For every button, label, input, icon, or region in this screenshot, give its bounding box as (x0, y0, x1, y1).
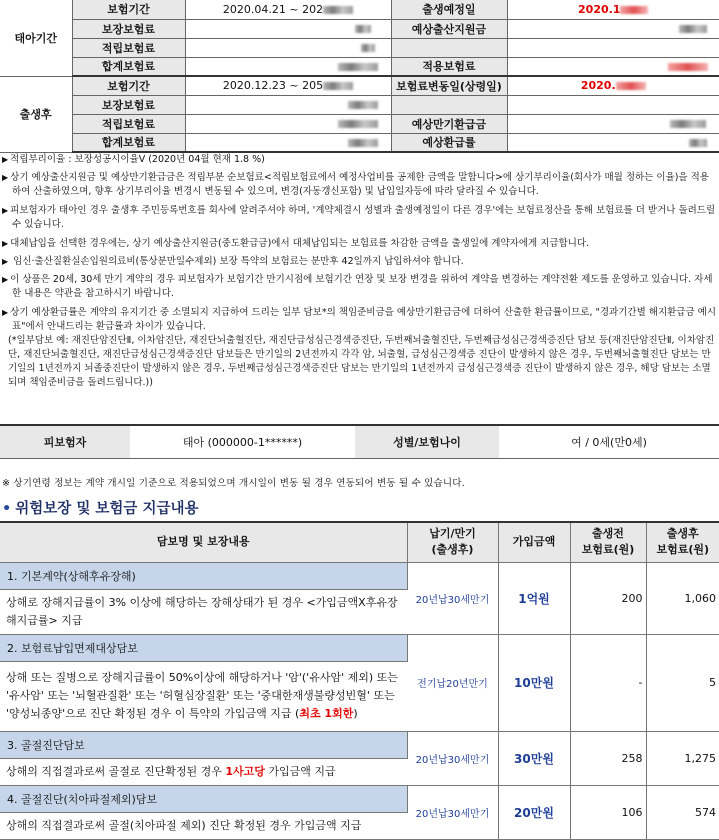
coverage-amount: 20만원 (498, 785, 570, 839)
value-period-2: 2020.12.23 ~ 205 (185, 76, 391, 95)
value-saving-premium-2 (185, 114, 391, 133)
label-empty-2 (391, 95, 507, 114)
header-coverage-name: 담보명 및 보장내용 (0, 522, 407, 562)
value-period: 2020.04.21 ~ 202 (185, 0, 391, 19)
label-saving-premium-2: 적립보험료 (72, 114, 185, 133)
label-total-premium-2: 합계보험료 (72, 133, 185, 152)
value-empty-2 (507, 95, 719, 114)
value-gender-age: 여 / 0세(만0세) (571, 435, 647, 449)
value-insured: 태아 (000000-1******) (182, 435, 303, 449)
premium-before: 200 (570, 562, 646, 634)
coverage-desc: 상해로 장해지급률이 3% 이상에 해당하는 장해상태가 된 경우 <가입금액X후유장해지급률> 지급 (0, 589, 407, 634)
label-coverage-premium: 보장보험료 (72, 19, 185, 38)
coverage-table (0, 521, 719, 840)
note-refund-rate: ▶ 상기 예상환급률은 계약의 유지기간 중 소멸되지 지급하여 드리는 일부 담보*의 책임준비금을 예상만기환급금에 더하여 산출한 환급률이므로, "경과기간별 해지환급금 예시표"에서 안내드리는 환급률과 차이가 있습니다. (2, 307, 717, 332)
coverage-header-row (0, 522, 719, 562)
note-refund-calc: ▶ 상기 예상출산지원금 및 예상만기환급금은 적립부분 순보험료<적립보험료에서 예정사업비를 공제한 금액을 말합니다>에 상기부리이율(회사가 매월 정하는 이율)을 적용하여 산출하였으며, 향후 상기부리이율 변경시 변동될 수 있으며, 변경(자동갱신포함) 및 납입일자등에 따라 달라질 수 있습니다. (2, 172, 709, 197)
value-coverage-premium-2 (185, 95, 391, 114)
coverage-title: 2. 보험료납입면제대상담보 (0, 634, 407, 661)
coverage-period: 20년납30세만기 (407, 562, 498, 634)
note-fetal-insured: ▶ 피보험자가 태아인 경우 출생후 주민등록번호를 회사에 알려주셔야 하며, '계약체결시 성별과 출생예정일이 다른 경우'에는 보험료정산을 통해 보험료를 더 받거나 돌려드릴 수 있습니다. (2, 205, 716, 230)
triangle-bullet-icon: ▶ (2, 239, 9, 248)
label-maturity-refund: 예상만기환급금 (391, 114, 507, 133)
triangle-bullet-icon: ▶ (2, 173, 9, 182)
coverage-amount: 1억원 (498, 562, 570, 634)
label-period: 보험기간 (72, 0, 185, 19)
value-applied-premium (507, 57, 719, 76)
value-total-premium-2 (185, 133, 391, 152)
coverage-item-3 (0, 731, 719, 758)
label-insured: 피보험자 (0, 425, 130, 458)
group-label-fetal: 태아기간 (0, 0, 72, 76)
premium-before: 258 (570, 731, 646, 785)
triangle-bullet-icon: ▶ (2, 308, 9, 317)
label-gender-age: 성별/보험나이 (355, 425, 499, 458)
header-amount: 가입금액 (498, 522, 570, 562)
label-birth-support: 예상출산지원금 (391, 19, 507, 38)
label-due-date: 출생예정일 (391, 0, 507, 19)
coverage-title: 3. 골절진단담보 (0, 731, 407, 758)
coverage-desc: 상해 또는 질병으로 장해지급률이 50%이상에 해당하거나 '암'('유사암' 제외) 또는 '유사암' 또는 '뇌혈관질환' 또는 '허혈심장질환' 또는 '중대한재생불량성빈혈' 또는 '양성뇌종양'으로 진단 확정된 경우 이 특약의 가입금액 지급 (최초 1회한) (0, 661, 407, 731)
label-total-premium: 합계보험료 (72, 57, 185, 76)
header-premium-after: 출생후 보험료(원) (646, 522, 719, 562)
group-label-after-birth: 출생후 (0, 76, 72, 152)
label-period-2: 보험기간 (72, 76, 185, 95)
coverage-amount: 30만원 (498, 731, 570, 785)
note-partial-coverage: (*일부담보 예: 재진단암진단Ⅱ, 이차암진단, 재진단뇌출혈진단, 재진단급성심근경색증진단, 두번째뇌출혈진단, 두번째급성심근경색증진단 담보 등(재진단암진단Ⅱ, 이차암진단, 재진단뇌출혈진단, 재진단급성심근경색증진단 담보들은 만기일의 2년전까지 각각 암, 뇌출혈, 급성심근경색증 진단이 발생하지 않은 경우, 두번째뇌출혈진단 담보는 만기일의 1년전까지 뇌졸중진단이 발생하지 않은 경우, 두번째급성심근경색증진단 담보는 만기일의 1년전까지 급성심근경색증 진단이 발생하지 않은 경우, 해당 담보는 소멸되며 책임준비금을 돌려드립니다.)) (8, 335, 715, 388)
bullet-dot-icon: • (2, 501, 12, 517)
coverage-item-1 (0, 562, 719, 589)
section-title: • 위험보장 및 보험금 지급내용 (2, 501, 199, 517)
label-applied-premium: 적용보험료 (391, 57, 507, 76)
value-saving-premium (185, 38, 391, 57)
premium-after: 1,060 (646, 562, 719, 634)
header-premium-before: 출생전 보험료(원) (570, 522, 646, 562)
value-total-premium (185, 57, 391, 76)
label-premium-change-date: 보험료변동일(상령일) (391, 76, 507, 95)
premium-after: 1,275 (646, 731, 719, 785)
label-coverage-premium-2: 보장보험료 (72, 95, 185, 114)
value-empty-1 (507, 38, 719, 57)
insured-table (0, 424, 719, 459)
age-note: ※ 상기연령 정보는 계약 개시일 기준으로 적용되었으며 개시일이 변동 될 경우 연동되어 변동 될 수 있습니다. (2, 478, 465, 489)
premium-before: 106 (570, 785, 646, 839)
header-period: 납기/만기 (출생후) (407, 522, 498, 562)
label-saving-premium: 적립보험료 (72, 38, 185, 57)
coverage-item-2 (0, 634, 719, 661)
label-refund-rate: 예상환급률 (391, 133, 507, 152)
note-pregnancy-rider: ▶ 임신·출산질환실손입원의료비(통상분만일수제외) 보장 특약의 보험료는 분만후 42일까지 납입하셔야 합니다. (2, 256, 464, 267)
coverage-item-4 (0, 785, 719, 812)
premium-after: 5 (646, 634, 719, 731)
note-substitute-payment: ▶ 대체납입을 선택한 경우에는, 상기 예상출산지원금(중도환급금)에서 대체납입되는 보험료를 차감한 금액을 출생일에 계약자에게 지급합니다. (2, 238, 590, 249)
premium-before: - (570, 634, 646, 731)
note-conversion: ▶ 이 상품은 20세, 30세 만기 계약의 경우 피보험자가 보험기간 만기시점에 보험기간 연장 및 보장 변경을 위하여 계약을 변경하는 계약전환 제도를 운영하고 있습니다. 자세한 내용은 약관을 참고하시기 바랍니다. (2, 274, 713, 299)
triangle-bullet-icon: ▶ (2, 206, 9, 215)
notes-section (2, 153, 717, 395)
coverage-period: 20년납30세만기 (407, 731, 498, 785)
triangle-bullet-icon: ▶ (2, 155, 9, 164)
note-interest-rate: ▶ 적립부리이율 : 보장성공시이율Ⅴ (2020년 04월 현재 1.8 %) (2, 154, 265, 165)
label-empty-1 (391, 38, 507, 57)
coverage-title: 4. 골절진단(치아파절제외)담보 (0, 785, 407, 812)
value-due-date: 2020.1 (507, 0, 719, 19)
coverage-period: 20년납30세만기 (407, 785, 498, 839)
coverage-desc: 상해의 직접결과로써 골절(치아파절 제외) 진단 확정된 경우 가입금액 지급 (0, 812, 407, 839)
contract-summary-table (0, 0, 719, 153)
coverage-amount: 10만원 (498, 634, 570, 731)
premium-after: 574 (646, 785, 719, 839)
value-premium-change-date: 2020. (507, 76, 719, 95)
value-coverage-premium (185, 19, 391, 38)
coverage-title: 1. 기본계약(상해후유장해) (0, 562, 407, 589)
value-birth-support (507, 19, 719, 38)
triangle-bullet-icon: ▶ (2, 275, 9, 284)
coverage-period: 전기납20년만기 (407, 634, 498, 731)
value-maturity-refund (507, 114, 719, 133)
coverage-desc: 상해의 직접결과로써 골절로 진단확정된 경우 1사고당 가입금액 지급 (0, 758, 407, 785)
value-refund-rate (507, 133, 719, 152)
triangle-bullet-icon: ▶ (2, 257, 9, 266)
